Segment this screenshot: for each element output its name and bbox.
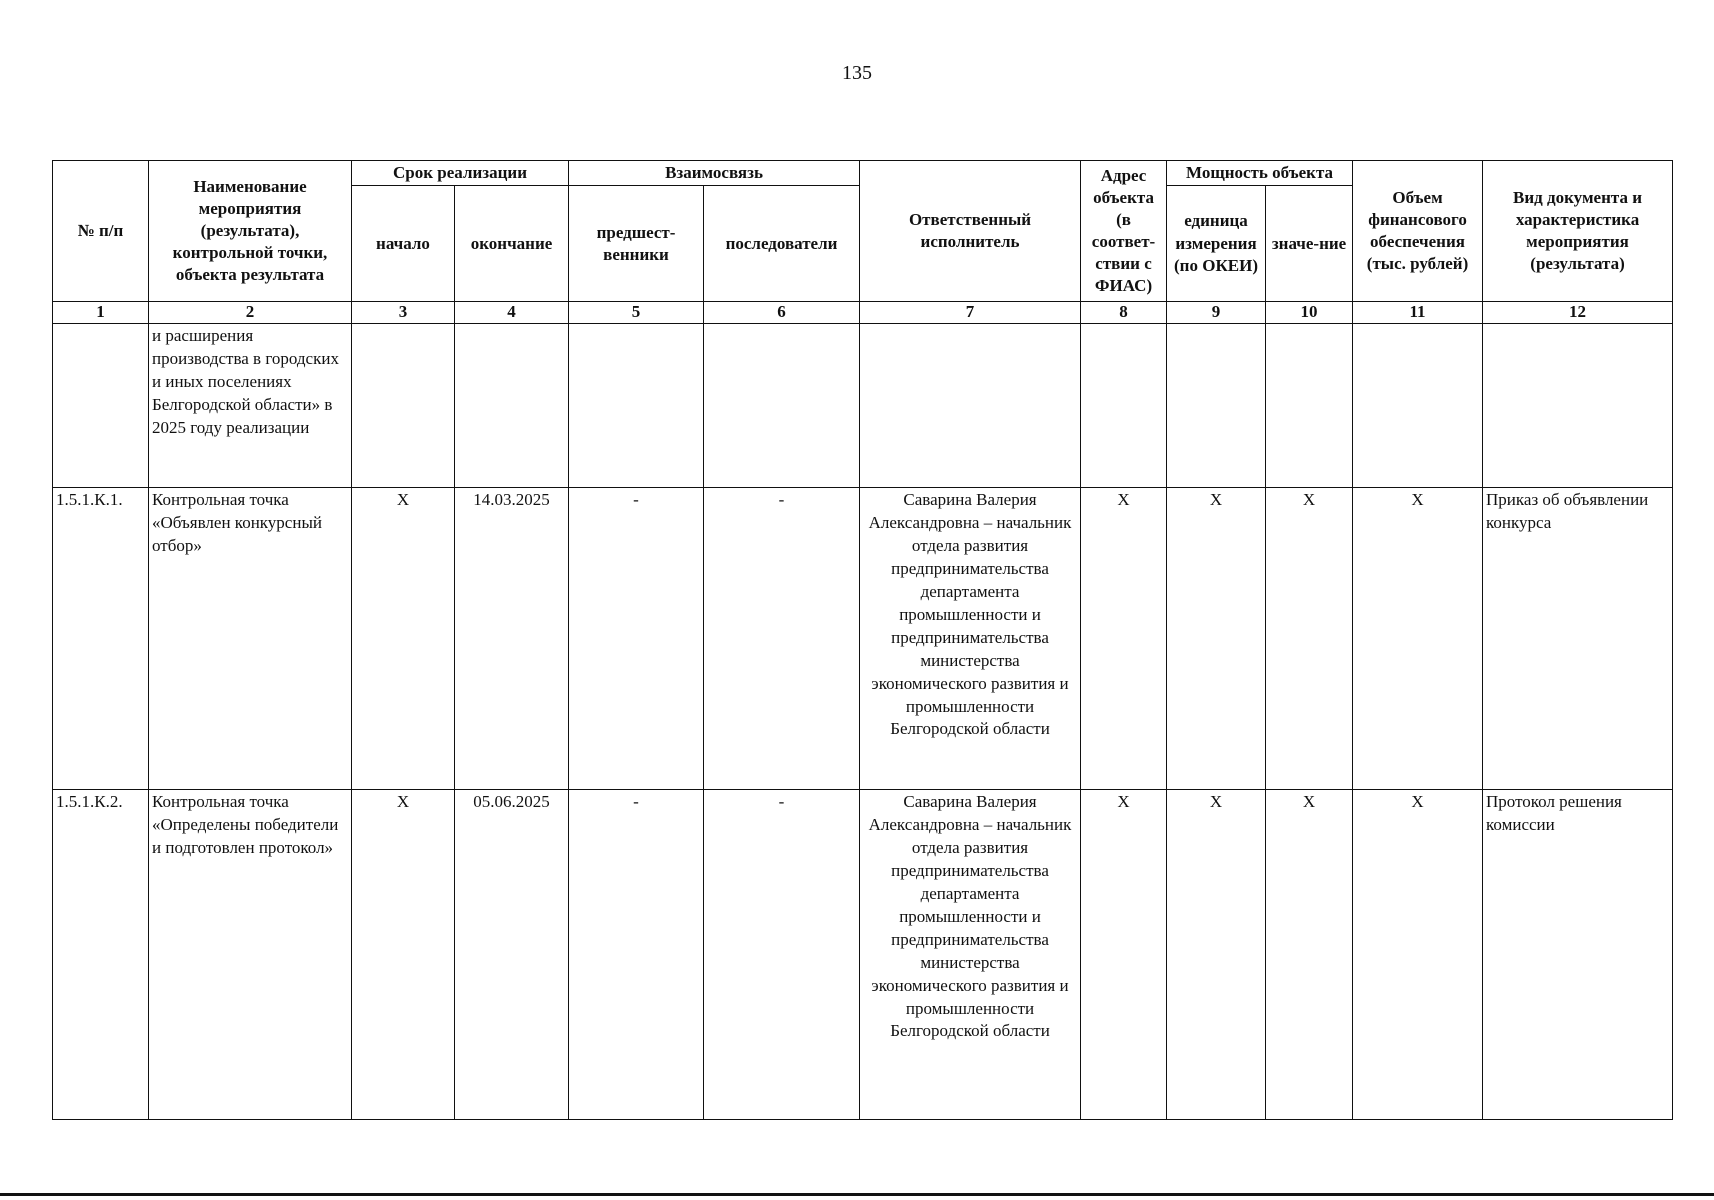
page-number: 135	[842, 62, 872, 84]
row-name: Контрольная точка «Определены победители и подготовлен протокол»	[149, 790, 352, 1120]
row-start	[352, 324, 455, 488]
header-term-group: Срок реализации	[352, 161, 569, 186]
header-num: № п/п	[53, 161, 149, 302]
row-address: X	[1081, 488, 1167, 790]
row-value: X	[1266, 790, 1353, 1120]
row-unit: X	[1167, 790, 1266, 1120]
column-number: 9	[1167, 302, 1266, 324]
table-row	[53, 324, 1673, 488]
column-number: 12	[1483, 302, 1673, 324]
row-finance	[1353, 324, 1483, 488]
row-num	[53, 324, 149, 488]
row-value: X	[1266, 488, 1353, 790]
header-doc-type: Вид документа и характеристика мероприятия (результата)	[1483, 161, 1673, 302]
header-name: Наименование мероприятия (результата), контрольной точки, объекта результата	[149, 161, 352, 302]
column-number: 5	[569, 302, 704, 324]
plan-table	[52, 160, 1673, 1120]
row-name: и расширения производства в городских и иных поселениях Белгородской области» в 2025 году реализации	[149, 324, 352, 488]
header-row-1	[53, 161, 1673, 186]
row-successors	[704, 324, 860, 488]
column-number: 4	[455, 302, 569, 324]
row-doc: Протокол решения комиссии	[1483, 790, 1673, 1120]
header-address: Адрес объекта (в соответ-ствии с ФИАС)	[1081, 161, 1167, 302]
column-number-row	[53, 302, 1673, 324]
row-end	[455, 324, 569, 488]
column-number: 8	[1081, 302, 1167, 324]
column-number: 11	[1353, 302, 1483, 324]
header-finance: Объем финансового обеспечения (тыс. рублей)	[1353, 161, 1483, 302]
header-capacity-group: Мощность объекта	[1167, 161, 1353, 186]
row-predecessors: -	[569, 488, 704, 790]
row-finance: X	[1353, 488, 1483, 790]
table-row	[53, 488, 1673, 790]
row-doc: Приказ об объявлении конкурса	[1483, 488, 1673, 790]
row-doc	[1483, 324, 1673, 488]
column-number: 7	[860, 302, 1081, 324]
row-num: 1.5.1.К.1.	[53, 488, 149, 790]
header-end: окончание	[455, 186, 569, 302]
column-number: 1	[53, 302, 149, 324]
row-responsible: Саварина Валерия Александровна – начальник отдела развития предпринимательства департамента промышленности и предпринимательства министерства экономического развития и промышленности Белгородской области	[860, 488, 1081, 790]
row-responsible: Саварина Валерия Александровна – начальник отдела развития предпринимательства департамента промышленности и предпринимательства министерства экономического развития и промышленности Белгородской области	[860, 790, 1081, 1120]
row-address	[1081, 324, 1167, 488]
page-bottom-rule	[0, 1193, 1714, 1196]
header-start: начало	[352, 186, 455, 302]
row-num: 1.5.1.К.2.	[53, 790, 149, 1120]
row-successors: -	[704, 790, 860, 1120]
table-row	[53, 790, 1673, 1120]
row-responsible	[860, 324, 1081, 488]
column-number: 10	[1266, 302, 1353, 324]
header-relation-group: Взаимосвязь	[569, 161, 860, 186]
row-value	[1266, 324, 1353, 488]
row-predecessors: -	[569, 790, 704, 1120]
column-number: 6	[704, 302, 860, 324]
row-end: 05.06.2025	[455, 790, 569, 1120]
row-name: Контрольная точка «Объявлен конкурсный отбор»	[149, 488, 352, 790]
header-unit: единица измерения (по ОКЕИ)	[1167, 186, 1266, 302]
row-unit: X	[1167, 488, 1266, 790]
header-successors: последователи	[704, 186, 860, 302]
row-predecessors	[569, 324, 704, 488]
column-number: 2	[149, 302, 352, 324]
column-number: 3	[352, 302, 455, 324]
row-address: X	[1081, 790, 1167, 1120]
header-responsible: Ответственный исполнитель	[860, 161, 1081, 302]
row-start: X	[352, 488, 455, 790]
row-start: X	[352, 790, 455, 1120]
row-successors: -	[704, 488, 860, 790]
row-end: 14.03.2025	[455, 488, 569, 790]
row-unit	[1167, 324, 1266, 488]
header-value: значе-ние	[1266, 186, 1353, 302]
row-finance: X	[1353, 790, 1483, 1120]
header-predecessors: предшест-венники	[569, 186, 704, 302]
